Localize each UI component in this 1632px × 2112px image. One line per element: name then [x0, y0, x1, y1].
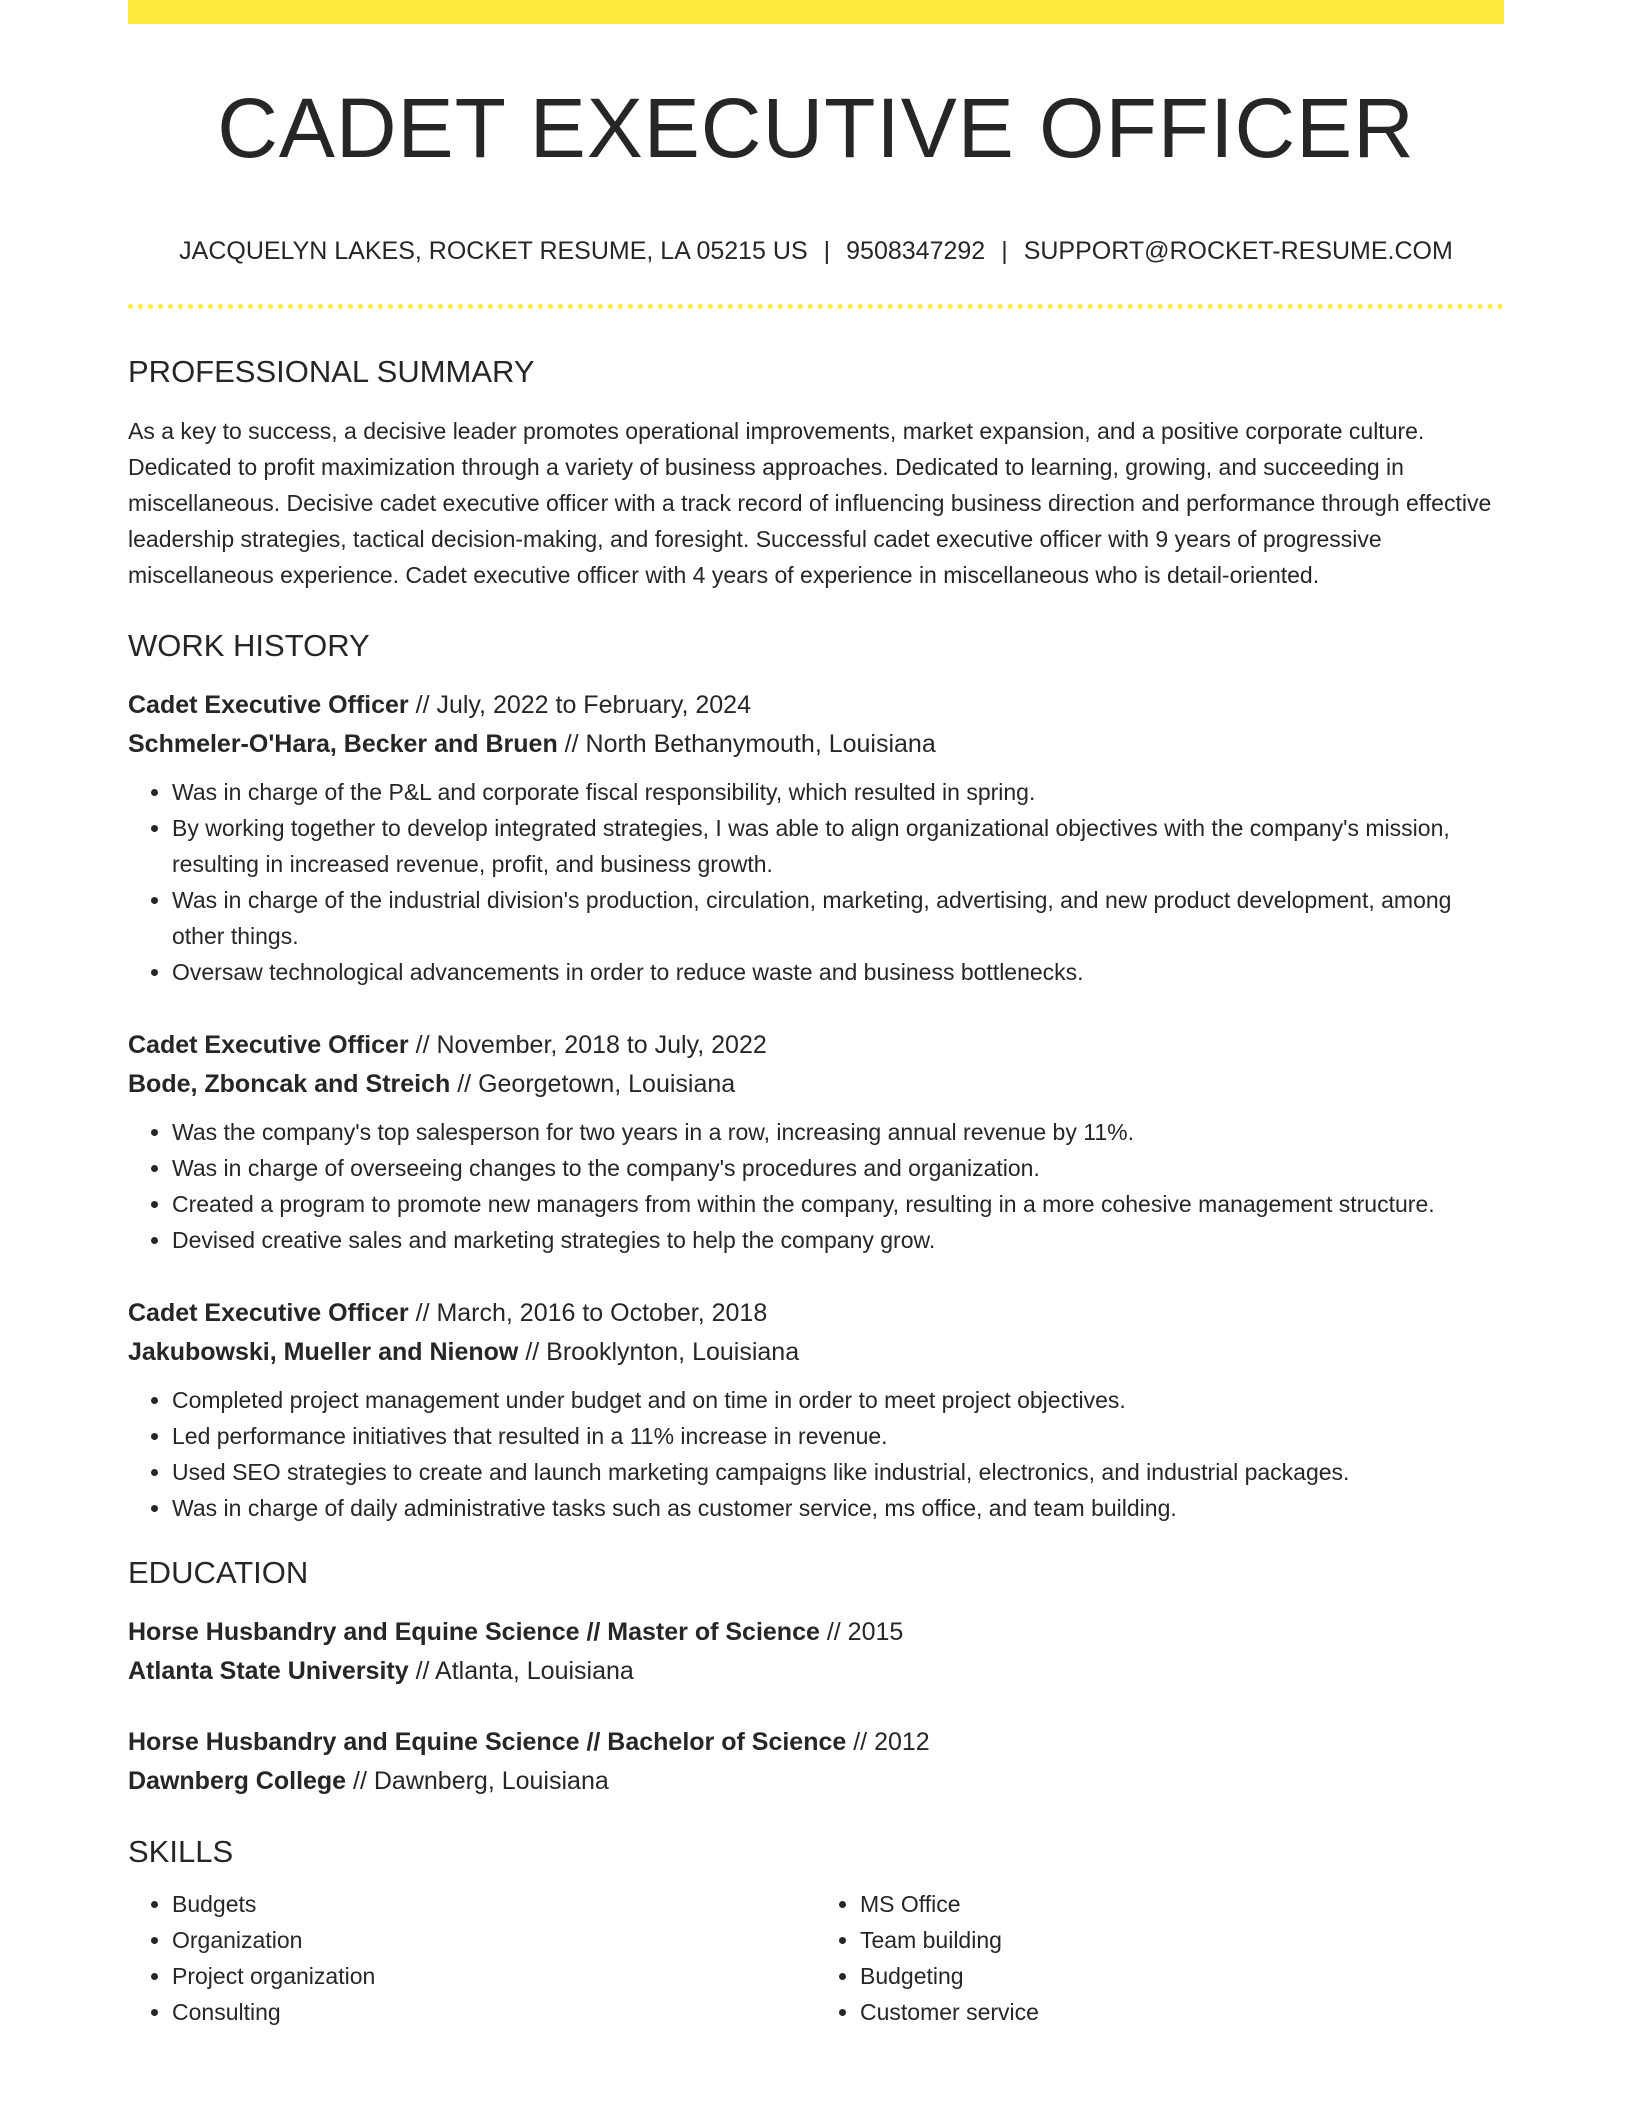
- education-entry: [128, 1613, 1504, 1691]
- education-entry: [128, 1723, 1504, 1801]
- contact-separator: |: [1001, 237, 1008, 266]
- job-location: // Georgetown, Louisiana: [450, 1069, 736, 1098]
- job-role: Cadet Executive Officer: [128, 1298, 409, 1327]
- education-degree-line: [128, 1613, 1504, 1652]
- skill-item: • Budgets: [172, 1886, 816, 1922]
- education-year: // 2012: [846, 1727, 930, 1756]
- job-company: Jakubowski, Mueller and Nienow: [128, 1337, 519, 1366]
- job-bullet: • Used SEO strategies to create and launch marketing campaigns like industrial, electronics, and industrial packages.: [172, 1454, 1504, 1490]
- job-dates: // July, 2022 to February, 2024: [408, 690, 751, 719]
- summary-text: As a key to success, a decisive leader promotes operational improvements, market expansion, and a positive corporate culture. Dedicated to profit maximization through a variety of business approaches. Dedicated to learning, growing, and succeeding in miscellaneous. Decisive cadet executive officer with a track record of influencing business direction and performance through effective leadership strategies, tactical decision-making, and foresight. Successful cadet executive officer with 9 years of progressive miscellaneous experience. Cadet executive officer with 4 years of experience in miscellaneous who is detail-oriented.: [128, 417, 1492, 588]
- skill-item: • MS Office: [860, 1886, 1504, 1922]
- job-entry: [128, 1294, 1504, 1526]
- work-history-heading: WORK HISTORY: [128, 627, 370, 663]
- job-dates: // March, 2016 to October, 2018: [408, 1298, 768, 1327]
- education-school-line: [128, 1762, 1504, 1801]
- job-company-line: [128, 1065, 1504, 1104]
- contact-phone: 9508347292: [846, 237, 986, 266]
- job-bullets: [128, 774, 1504, 990]
- job-entry: [128, 1026, 1504, 1258]
- job-location: // Brooklynton, Louisiana: [518, 1337, 800, 1366]
- page-title: CADET EXECUTIVE OFFICER: [217, 81, 1415, 175]
- job-title-line: [128, 686, 1504, 725]
- job-bullet: • Devised creative sales and marketing strategies to help the company grow.: [172, 1222, 1504, 1258]
- skills-columns: [128, 1886, 1504, 2030]
- contact-email: SUPPORT@ROCKET-RESUME.COM: [1023, 237, 1453, 266]
- contact-line: [128, 236, 1504, 266]
- job-bullet: • Was in charge of overseeing changes to the company's procedures and organization.: [172, 1150, 1504, 1186]
- job-company-line: [128, 1333, 1504, 1372]
- job-entry: [128, 686, 1504, 990]
- skills-heading: SKILLS: [128, 1833, 234, 1869]
- job-bullet: • Completed project management under budget and on time in order to meet project objectives.: [172, 1382, 1504, 1418]
- contact-separator: |: [823, 237, 831, 266]
- job-company: Schmeler-O'Hara, Becker and Bruen: [128, 729, 558, 758]
- skills-list-right: [816, 1886, 1504, 2030]
- education-location: // Atlanta, Louisiana: [408, 1656, 634, 1685]
- dotted-divider: [128, 304, 1504, 309]
- skill-item: • Customer service: [860, 1994, 1504, 2030]
- summary-heading: PROFESSIONAL SUMMARY: [128, 354, 535, 390]
- job-role: Cadet Executive Officer: [128, 1030, 409, 1059]
- education-school-line: [128, 1652, 1504, 1691]
- education-school: Dawnberg College: [128, 1766, 347, 1795]
- education-school: Atlanta State University: [128, 1656, 409, 1685]
- skill-item: • Team building: [860, 1922, 1504, 1958]
- job-bullet: • Was in charge of the P&L and corporate fiscal responsibility, which resulted in spring.: [172, 774, 1504, 810]
- job-bullet: • Was in charge of daily administrative tasks such as customer service, ms office, and team building.: [172, 1490, 1504, 1526]
- education-degree: Horse Husbandry and Equine Science // Master of Science: [128, 1617, 820, 1646]
- job-bullets: [128, 1114, 1504, 1258]
- skills-list-left: [128, 1886, 816, 2030]
- education-heading: EDUCATION: [128, 1554, 309, 1590]
- job-bullet: • Created a program to promote new managers from within the company, resulting in a more cohesive management structure.: [172, 1186, 1504, 1222]
- job-bullets: [128, 1382, 1504, 1526]
- skill-item: • Organization: [172, 1922, 816, 1958]
- job-bullet: • Oversaw technological advancements in order to reduce waste and business bottlenecks.: [172, 954, 1504, 990]
- job-dates: // November, 2018 to July, 2022: [408, 1030, 767, 1059]
- contact-address: JACQUELYN LAKES, ROCKET RESUME, LA 05215 US: [179, 237, 808, 266]
- skill-item: • Budgeting: [860, 1958, 1504, 1994]
- education-degree-line: [128, 1723, 1504, 1762]
- job-role: Cadet Executive Officer: [128, 690, 409, 719]
- education-year: // 2015: [819, 1617, 904, 1646]
- job-bullet: • Was in charge of the industrial division's production, circulation, marketing, advertising, and new product development, among other things.: [172, 882, 1504, 954]
- resume-page: [128, 0, 1504, 2030]
- education-location: // Dawnberg, Louisiana: [346, 1766, 609, 1795]
- skill-item: • Project organization: [172, 1958, 816, 1994]
- job-bullet: • By working together to develop integrated strategies, I was able to align organizational objectives with the company's mission, resulting in increased revenue, profit, and business growth.: [172, 810, 1504, 882]
- job-location: // North Bethanymouth, Louisiana: [557, 729, 936, 758]
- job-title-line: [128, 1294, 1504, 1333]
- job-bullet: • Was the company's top salesperson for two years in a row, increasing annual revenue by 11%.: [172, 1114, 1504, 1150]
- job-company-line: [128, 725, 1504, 764]
- job-bullet: • Led performance initiatives that resulted in a 11% increase in revenue.: [172, 1418, 1504, 1454]
- accent-top-bar: [128, 0, 1504, 24]
- skill-item: • Consulting: [172, 1994, 816, 2030]
- education-degree: Horse Husbandry and Equine Science // Bachelor of Science: [128, 1727, 847, 1756]
- job-title-line: [128, 1026, 1504, 1065]
- job-company: Bode, Zboncak and Streich: [128, 1069, 451, 1098]
